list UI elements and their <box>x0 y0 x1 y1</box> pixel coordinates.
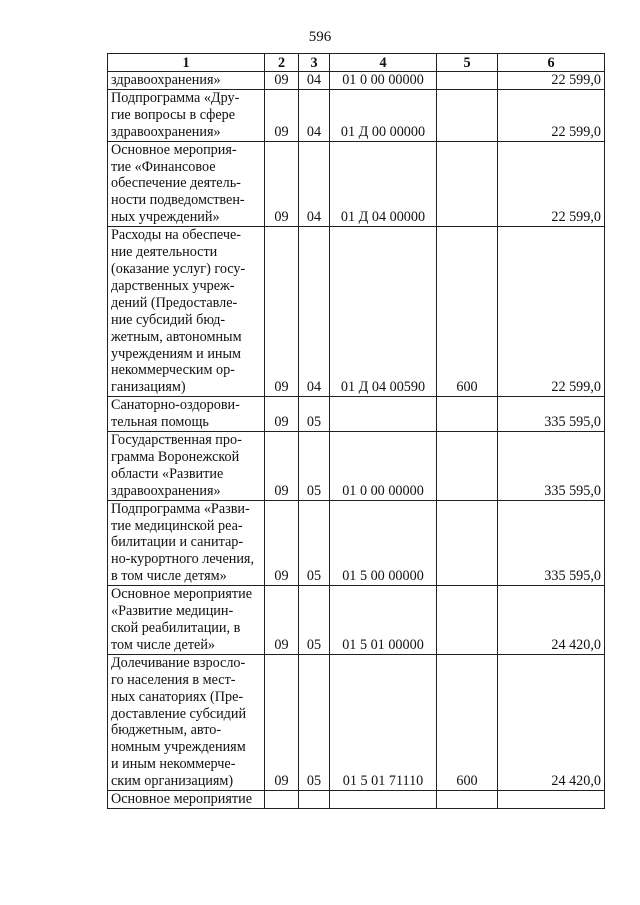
row-name: Основное мероприя- тие «Финансовое обеспечение деятель- ности подведомствен- ных учреждений» <box>108 141 265 227</box>
header-col-6: 6 <box>498 54 605 72</box>
row-section-code <box>265 791 299 809</box>
row-amount: 24 420,0 <box>498 586 605 655</box>
row-expense-type: 600 <box>437 227 498 397</box>
row-amount: 22 599,0 <box>498 89 605 141</box>
row-target-article: 01 Д 04 00000 <box>330 141 437 227</box>
row-section-code: 09 <box>265 72 299 90</box>
row-target-article <box>330 791 437 809</box>
row-subsection-code: 05 <box>299 397 330 432</box>
header-col-4: 4 <box>330 54 437 72</box>
row-target-article: 01 Д 04 00590 <box>330 227 437 397</box>
row-expense-type <box>437 791 498 809</box>
row-name: Основное мероприятие «Развитие медицин- ской реабилитации, в том числе детей» <box>108 586 265 655</box>
page-number: 596 <box>308 29 332 45</box>
row-name: Расходы на обеспече- ние деятельности (оказание услуг) госу- дарственных учреж- дений (Предоставле- ние субсидий бюд- жетным, автономным учреждениям и иным некоммерческим ор- ганизациям) <box>108 227 265 397</box>
table-header-row <box>108 54 605 72</box>
row-name: Долечивание взросло- го населения в мест- ных санаториях (Пре- доставление субсидий бюджетным, авто- номным учреждениям и иным некоммерче- ским организациям) <box>108 654 265 790</box>
row-name: Подпрограмма «Дру- гие вопросы в сфере здравоохранения» <box>108 89 265 141</box>
row-section-code: 09 <box>265 89 299 141</box>
row-name: здравоохранения» <box>108 72 265 90</box>
row-amount: 24 420,0 <box>498 654 605 790</box>
row-target-article: 01 5 01 00000 <box>330 586 437 655</box>
row-amount: 22 599,0 <box>498 72 605 90</box>
table-row <box>108 791 605 809</box>
budget-table <box>107 53 605 809</box>
row-name: Основное мероприятие <box>108 791 265 809</box>
row-amount: 22 599,0 <box>498 141 605 227</box>
header-col-2: 2 <box>265 54 299 72</box>
row-amount: 335 595,0 <box>498 432 605 501</box>
row-name: Государственная про- грамма Воронежской области «Развитие здравоохранения» <box>108 432 265 501</box>
row-target-article: 01 Д 00 00000 <box>330 89 437 141</box>
row-expense-type <box>437 89 498 141</box>
table-row <box>108 397 605 432</box>
table-row <box>108 654 605 790</box>
row-subsection-code: 05 <box>299 432 330 501</box>
table-row <box>108 227 605 397</box>
row-amount: 22 599,0 <box>498 227 605 397</box>
row-subsection-code: 04 <box>299 89 330 141</box>
row-subsection-code: 05 <box>299 586 330 655</box>
table-row <box>108 500 605 586</box>
row-subsection-code: 04 <box>299 227 330 397</box>
header-col-1: 1 <box>108 54 265 72</box>
row-subsection-code: 04 <box>299 72 330 90</box>
row-expense-type <box>437 500 498 586</box>
row-name: Подпрограмма «Разви- тие медицинской реа- билитации и санитар- но-курортного лечения, в том числе детям» <box>108 500 265 586</box>
row-amount: 335 595,0 <box>498 500 605 586</box>
row-section-code: 09 <box>265 586 299 655</box>
row-expense-type <box>437 141 498 227</box>
row-section-code: 09 <box>265 227 299 397</box>
table-row <box>108 141 605 227</box>
row-expense-type <box>437 586 498 655</box>
row-expense-type <box>437 72 498 90</box>
row-section-code: 09 <box>265 432 299 501</box>
row-subsection-code <box>299 791 330 809</box>
row-subsection-code: 05 <box>299 654 330 790</box>
row-amount <box>498 791 605 809</box>
table-row <box>108 586 605 655</box>
row-section-code: 09 <box>265 654 299 790</box>
row-subsection-code: 04 <box>299 141 330 227</box>
row-target-article <box>330 397 437 432</box>
row-section-code: 09 <box>265 397 299 432</box>
header-col-3: 3 <box>299 54 330 72</box>
row-expense-type <box>437 432 498 501</box>
row-target-article: 01 5 01 71110 <box>330 654 437 790</box>
row-target-article: 01 0 00 00000 <box>330 72 437 90</box>
table-row <box>108 432 605 501</box>
row-section-code: 09 <box>265 141 299 227</box>
table-row <box>108 89 605 141</box>
row-name: Санаторно-оздорови- тельная помощь <box>108 397 265 432</box>
header-col-5: 5 <box>437 54 498 72</box>
row-subsection-code: 05 <box>299 500 330 586</box>
row-expense-type: 600 <box>437 654 498 790</box>
table-row <box>108 72 605 90</box>
row-target-article: 01 5 00 00000 <box>330 500 437 586</box>
row-section-code: 09 <box>265 500 299 586</box>
row-expense-type <box>437 397 498 432</box>
row-target-article: 01 0 00 00000 <box>330 432 437 501</box>
row-amount: 335 595,0 <box>498 397 605 432</box>
